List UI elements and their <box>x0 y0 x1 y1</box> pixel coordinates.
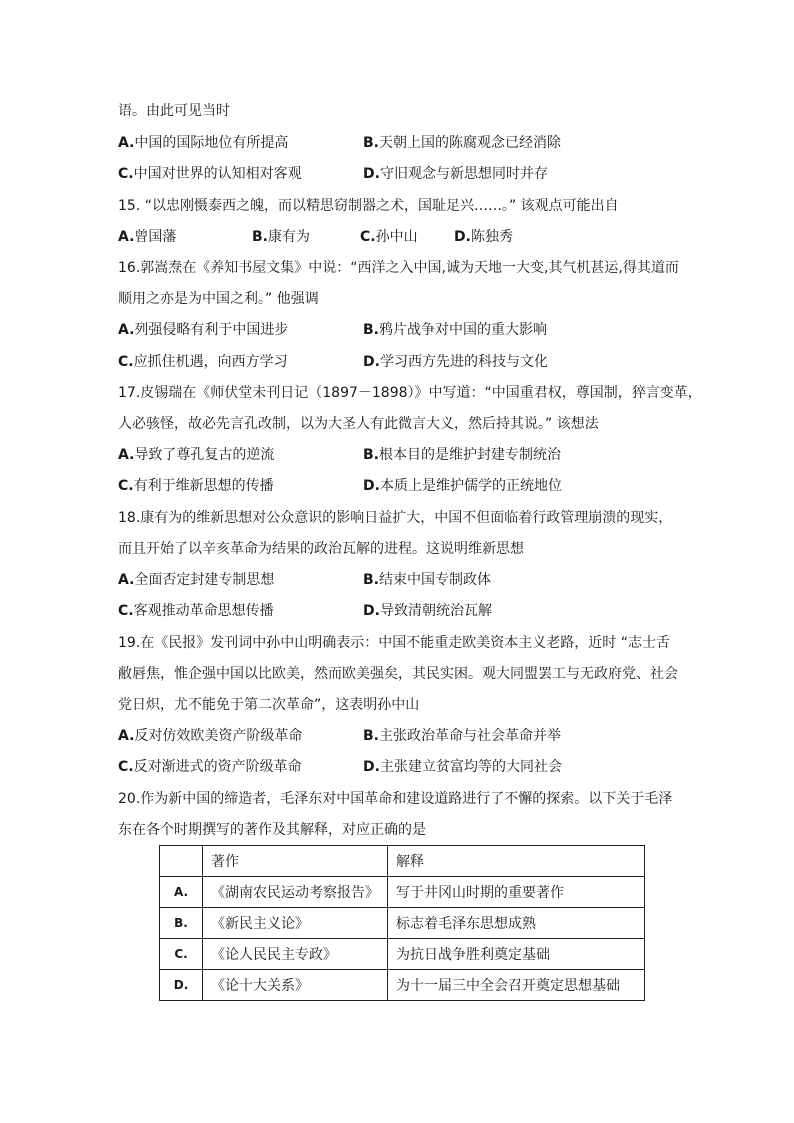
q18-option-a: A.全面否定封建专制思想 <box>118 572 275 588</box>
q15-stem: 15. “以忠刚慑泰西之魄，而以精思窃制器之术，国耻足兴……。” 该观点可能出自 <box>118 198 619 214</box>
q20-answer-table <box>159 845 645 1001</box>
q14-tail: 语。由此可见当时 <box>118 103 230 119</box>
q14-option-a: A.中国的国际地位有所提高 <box>118 135 289 151</box>
table-cell: 《论人民民主专政》 <box>203 939 388 970</box>
q16-stem-line1: 16.郭嵩焘在《养知书屋文集》中说：“西洋之入中国,诚为天地一大变,其气机甚运,得其道而 <box>118 260 679 276</box>
q14-option-b: B.天朝上国的陈腐观念已经消除 <box>363 135 561 151</box>
table-cell: 《新民主义论》 <box>203 908 388 939</box>
table-cell: 标志着毛泽东思想成熟 <box>388 908 645 939</box>
q15-option-d: D.陈独秀 <box>454 229 513 245</box>
q16-option-a: A.列强侵略有利于中国进步 <box>118 322 289 338</box>
q18-option-d: D.导致清朝统治瓦解 <box>363 603 492 619</box>
q19-stem-line1: 19.在《民报》发刊词中孙中山明确表示：中国不能重走欧美资本主义老路，近时 “志士舌 <box>118 635 670 651</box>
q16-stem-line2: 顺用之亦是为中国之利。” 他强调 <box>118 291 319 307</box>
q16-option-b: B.鸦片战争对中国的重大影响 <box>363 322 547 338</box>
table-cell: C. <box>160 939 203 970</box>
q17-stem-line1: 17.皮锡瑞在《师伏堂未刊日记（1897－1898）》中写道：“中国重君权，尊国制，猝言变革， <box>118 385 702 401</box>
table-cell: D. <box>160 970 203 1001</box>
q17-option-d: D.本质上是维护儒学的正统地位 <box>363 478 562 494</box>
q17-option-c: C.有利于维新思想的传播 <box>118 478 274 494</box>
q17-option-a: A.导致了尊孔复古的逆流 <box>118 447 275 463</box>
q17-stem-line2: 人必骇怪，故必先言孔改制，以为大圣人有此微言大义，然后持其说。” 该想法 <box>118 416 599 432</box>
table-header-cell: 著作 <box>203 846 388 877</box>
q14-option-d: D.守旧观念与新思想同时并存 <box>363 166 548 182</box>
q19-option-c: C.反对渐进式的资产阶级革命 <box>118 759 302 775</box>
table-header-cell <box>160 846 203 877</box>
q14-option-c: C.中国对世界的认知相对客观 <box>118 166 302 182</box>
q17-option-b: B.根本目的是维护封建专制统治 <box>363 447 561 463</box>
q20-stem-line1: 20.作为新中国的缔造者，毛泽东对中国革命和建设道路进行了不懈的探索。以下关于毛泽 <box>118 791 673 807</box>
table-cell: 为抗日战争胜利奠定基础 <box>388 939 645 970</box>
q20-stem-line2: 东在各个时期撰写的著作及其解释，对应正确的是 <box>118 822 426 838</box>
q19-stem-line3: 党日炽，尤不能免于第二次革命”，这表明孙中山 <box>118 697 420 713</box>
table-cell: 为十一届三中全会召开奠定思想基础 <box>388 970 645 1001</box>
table-header-cell: 解释 <box>388 846 645 877</box>
table-row <box>160 970 645 1001</box>
q19-option-a: A.反对仿效欧美资产阶级革命 <box>118 728 303 744</box>
table-cell: 写于井冈山时期的重要著作 <box>388 877 645 908</box>
table-header-row <box>160 846 645 877</box>
q16-option-d: D.学习西方先进的科技与文化 <box>363 354 548 370</box>
table-cell: 《湖南农民运动考察报告》 <box>203 877 388 908</box>
table-row <box>160 877 645 908</box>
q16-option-c: C.应抓住机遇，向西方学习 <box>118 354 288 370</box>
q18-stem-line1: 18.康有为的维新思想对公众意识的影响日益扩大，中国不但面临着行政管理崩溃的现实， <box>118 510 673 526</box>
q18-stem-line2: 而且开始了以辛亥革命为结果的政治瓦解的进程。这说明维新思想 <box>118 541 524 557</box>
q15-option-b: B.康有为 <box>252 229 310 245</box>
q19-option-d: D.主张建立贫富均等的大同社会 <box>363 759 562 775</box>
table-cell: 《论十大关系》 <box>203 970 388 1001</box>
q19-option-b: B.主张政治革命与社会革命并举 <box>363 728 561 744</box>
q18-option-c: C.客观推动革命思想传播 <box>118 603 274 619</box>
q19-stem-line2: 敝唇焦，惟企强中国以比欧美，然而欧美强矣，其民实困。观大同盟罢工与无政府党、社会 <box>118 666 678 682</box>
table-cell: A. <box>160 877 203 908</box>
table-row <box>160 908 645 939</box>
q15-option-c: C.孙中山 <box>360 229 418 245</box>
q18-option-b: B.结束中国专制政体 <box>363 572 491 588</box>
q15-option-a: A.曾国藩 <box>118 229 177 245</box>
table-cell: B. <box>160 908 203 939</box>
table-row <box>160 939 645 970</box>
